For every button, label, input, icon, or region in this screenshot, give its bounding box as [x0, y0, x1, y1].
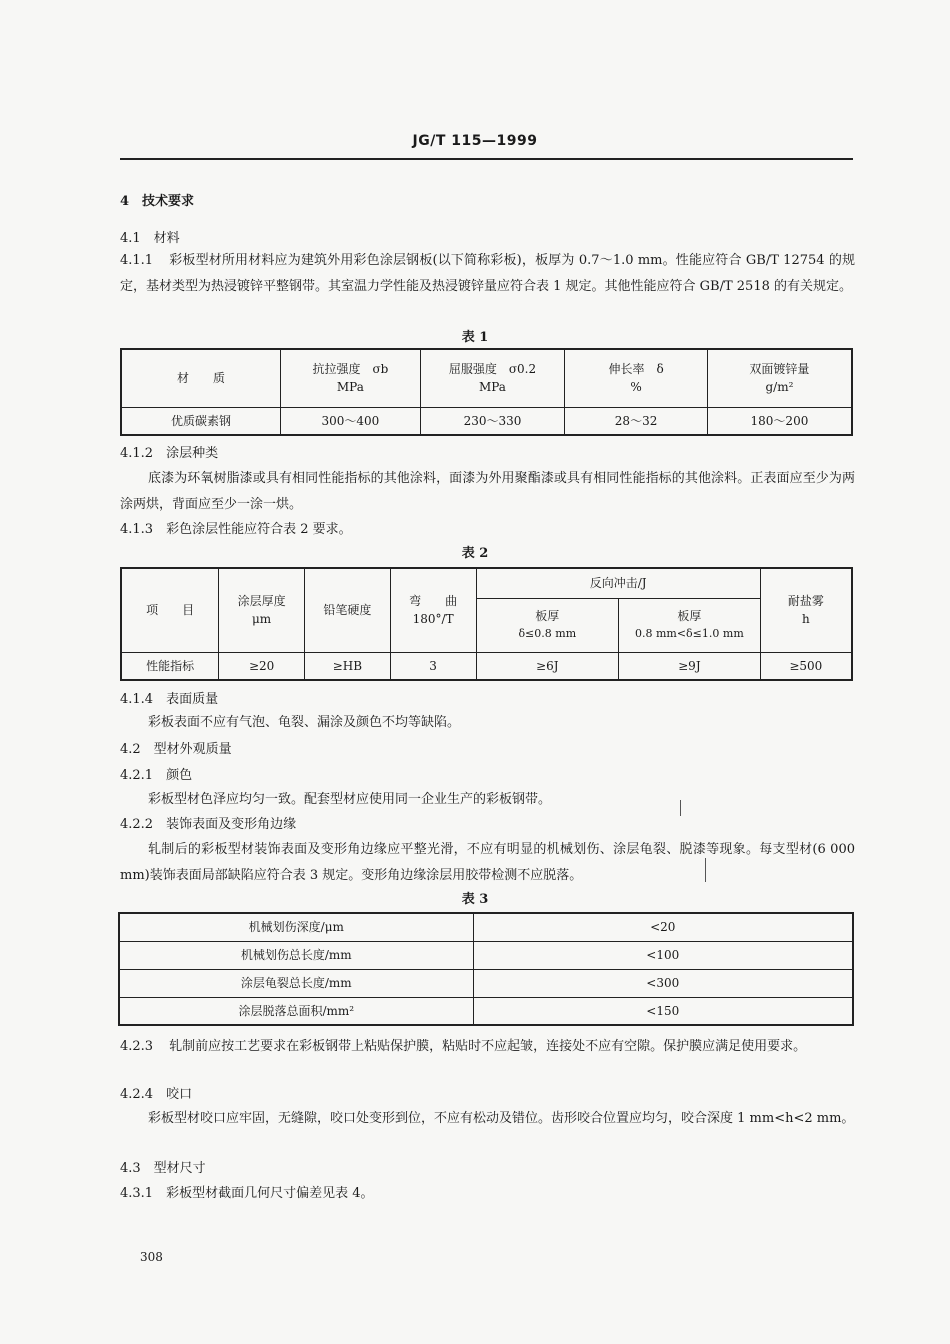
t2-header-impact-b	[619, 598, 761, 652]
table-2	[120, 567, 853, 681]
t2-header-salt	[760, 568, 852, 652]
section-4-2-3-paragraph	[120, 1034, 855, 1060]
t2-cell: ≥20	[219, 652, 305, 680]
t1-cell: 300～400	[281, 407, 421, 435]
table-row	[121, 652, 852, 680]
table-row	[121, 407, 852, 435]
t1-cell: 28～32	[565, 407, 708, 435]
section-4-2-1-heading: 4.2.1 颜色	[120, 768, 193, 783]
t2-impact-a-label: 板厚	[535, 609, 560, 623]
t2-cell: ≥6J	[476, 652, 619, 680]
page-number: 308	[140, 1250, 163, 1264]
t2-impact-a-range: δ≤0.8 mm	[518, 627, 577, 640]
t2-bend-unit: 180°/T	[412, 612, 454, 627]
table-1	[120, 348, 853, 436]
t1-header-yield	[420, 349, 565, 407]
section-4-2-4-text: 彩板型材咬口应牢固，无缝隙，咬口处变形到位，不应有松动及错位。齿形咬合位置应均匀，咬合深度 1 mm<h<2 mm。	[148, 1111, 855, 1126]
table-row	[119, 969, 853, 997]
t3-cell-label: 机械划伤深度/μm	[119, 913, 473, 941]
table-row	[119, 941, 853, 969]
t3-cell-label: 涂层脱落总面积/mm²	[119, 997, 473, 1025]
section-4-2-2-heading: 4.2.2 装饰表面及变形角边缘	[120, 817, 297, 832]
section-4-2-heading: 4.2 型材外观质量	[120, 742, 232, 757]
t1-cell: 230～330	[420, 407, 565, 435]
t2-bend-label: 弯 曲	[409, 594, 458, 609]
section-4-1-4-heading: 4.1.4 表面质量	[120, 692, 219, 707]
t1-cell: 180～200	[707, 407, 852, 435]
t1-header-tensile	[281, 349, 421, 407]
section-4-1-1-text: 彩板型材所用材料应为建筑外用彩色涂层钢板(以下简称彩板)，板厚为 0.7～1.0 mm。性能应符合 GB/T 12754 的规定，基材类型为热浸镀锌平整钢带。其室温力学性能及热浸镀锌量应符合表 1 规定。其他性能应符合 GB/T 2518 的有关规定。	[120, 253, 855, 294]
section-4-1-heading: 4.1 材料	[120, 231, 180, 246]
t2-header-impact-a	[476, 598, 619, 652]
t2-thick-unit: μm	[252, 612, 272, 627]
section-4-1-2-text: 底漆为环氧树脂漆或具有相同性能指标的其他涂料，面漆为外用聚酯漆或具有相同性能指标的其他涂料。正表面应至少为两涂两烘，背面应至少一涂一烘。	[120, 471, 855, 512]
t1-header-material: 材 质	[121, 349, 281, 407]
t1-tensile-unit: MPa	[336, 380, 364, 395]
document-code: JG/T 115—1999	[412, 133, 538, 149]
t2-cell: ≥HB	[304, 652, 390, 680]
t3-cell-value: <100	[473, 941, 853, 969]
t2-salt-unit: h	[801, 612, 810, 627]
table-3	[118, 912, 854, 1026]
section-4-3-1-heading: 4.3.1 彩板型材截面几何尺寸偏差见表 4。	[120, 1186, 374, 1201]
t2-salt-label: 耐盐雾	[787, 594, 824, 609]
section-4-1-2-heading: 4.1.2 涂层种类	[120, 446, 219, 461]
t2-thick-label: 涂层厚度	[237, 594, 286, 609]
t2-header-thickness	[219, 568, 305, 652]
scan-mark	[705, 858, 706, 882]
t3-cell-label: 机械划伤总长度/mm	[119, 941, 473, 969]
t1-header-zinc	[707, 349, 852, 407]
t1-yield-unit: MPa	[478, 380, 506, 395]
t2-header-item: 项 目	[121, 568, 219, 652]
header-rule	[120, 158, 853, 160]
t1-elong-unit: %	[630, 380, 642, 395]
t2-impact-b-label: 板厚	[677, 609, 702, 623]
section-4-1-1-number: 4.1.1	[120, 253, 154, 268]
section-4-2-1-text: 彩板型材色泽应均匀一致。配套型材应使用同一企业生产的彩板钢带。	[148, 792, 552, 807]
table-3-caption: 表 3	[461, 892, 489, 907]
section-4-1-1-paragraph	[120, 248, 855, 300]
t3-cell-value: <300	[473, 969, 853, 997]
section-4-1-3-heading: 4.1.3 彩色涂层性能应符合表 2 要求。	[120, 522, 352, 537]
t2-cell: ≥500	[760, 652, 852, 680]
table-row	[119, 997, 853, 1025]
t1-elong-label: 伸长率 δ	[608, 362, 664, 377]
section-4-heading: 4 技术要求	[120, 194, 195, 209]
t1-tensile-label: 抗拉强度 σb	[312, 362, 389, 377]
t1-cell: 优质碳素钢	[121, 407, 281, 435]
t3-cell-value: <150	[473, 997, 853, 1025]
t2-header-bend	[390, 568, 476, 652]
t2-header-impact: 反向冲击/J	[476, 568, 760, 598]
t1-zinc-label: 双面镀锌量	[749, 362, 810, 377]
t2-cell: 性能指标	[121, 652, 219, 680]
t1-header-elongation	[565, 349, 708, 407]
t3-cell-label: 涂层龟裂总长度/mm	[119, 969, 473, 997]
section-4-1-4-text: 彩板表面不应有气泡、龟裂、漏涂及颜色不均等缺陷。	[148, 715, 461, 730]
table-1-caption: 表 1	[461, 330, 489, 345]
t1-yield-label: 屈服强度 σ0.2	[448, 362, 537, 377]
table-2-caption: 表 2	[461, 546, 489, 561]
section-4-2-3-text: 轧制前应按工艺要求在彩板钢带上粘贴保护膜，粘贴时不应起皱，连接处不应有空隙。保护膜应满足使用要求。	[169, 1039, 807, 1054]
section-4-3-heading: 4.3 型材尺寸	[120, 1161, 206, 1176]
t2-cell: ≥9J	[619, 652, 761, 680]
section-4-2-3-number: 4.2.3	[120, 1039, 154, 1054]
t2-impact-b-range: 0.8 mm<δ≤1.0 mm	[634, 627, 744, 640]
t3-cell-value: <20	[473, 913, 853, 941]
scan-mark	[680, 800, 681, 816]
section-4-2-2-text: 轧制后的彩板型材装饰表面及变形角边缘应平整光滑，不应有明显的机械划伤、涂层龟裂、脱漆等现象。每支型材(6 000 mm)装饰表面局部缺陷应符合表 3 规定。变形角边缘涂层用胶带检测不应脱落。	[120, 842, 855, 883]
t2-header-pencil: 铅笔硬度	[304, 568, 390, 652]
t2-cell: 3	[390, 652, 476, 680]
table-row	[119, 913, 853, 941]
section-4-2-4-heading: 4.2.4 咬口	[120, 1087, 193, 1102]
t1-zinc-unit: g/m²	[765, 380, 794, 395]
